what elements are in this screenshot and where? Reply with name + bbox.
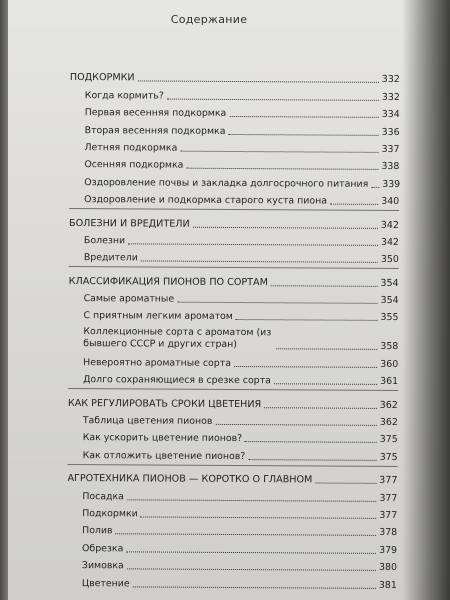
toc-entry-label: Долго сохраняющиеся в срезке сорта — [83, 374, 271, 387]
toc-page-number: 350 — [380, 254, 399, 266]
dot-leader — [141, 516, 377, 518]
toc-page-number: 358 — [380, 341, 399, 353]
toc-section-label: АГРОТЕХНИКА ПИОНОВ — КОРОТКО О ГЛАВНОМ — [67, 473, 313, 486]
toc-entry — [69, 229, 399, 248]
toc-page-number: 379 — [379, 544, 398, 556]
toc-section-label: КЛАССИФИКАЦИЯ ПИОНОВ ПО СОРТАМ — [68, 275, 268, 288]
dot-leader — [274, 384, 377, 386]
dot-leader — [133, 586, 376, 588]
toc-entry — [69, 188, 399, 207]
dot-leader — [141, 261, 378, 263]
toc-entry-label: С приятным легким ароматом — [83, 310, 233, 323]
dot-leader — [264, 407, 376, 409]
book-spine-edge — [0, 0, 8, 600]
toc-entry — [70, 83, 400, 102]
toc-entry — [69, 287, 399, 306]
toc-page-number: 362 — [379, 416, 398, 429]
toc-page-number: 354 — [380, 294, 399, 307]
toc-entry-label: Полив — [82, 525, 113, 537]
dot-leader — [180, 151, 378, 153]
toc-page-number: 354 — [380, 277, 399, 289]
toc-entry-label: Оздоровление почвы и закладка долгосрочного питания — [84, 176, 369, 190]
toc-entry-label: Коллекционные сорта с ароматом (из бывшего СССР и других стран) — [83, 326, 272, 351]
toc-section — [67, 467, 397, 486]
toc-entry-label: Осенняя подкормка — [84, 159, 184, 172]
dot-leader — [248, 459, 376, 461]
toc-page-number: 332 — [381, 74, 400, 86]
toc-entry-label: Самые ароматные — [83, 293, 175, 305]
toc-entry — [67, 502, 397, 521]
dot-leader — [276, 349, 377, 351]
toc-entry-label: Первая весенняя подкормка — [84, 107, 227, 120]
toc-entry-label: Оздоровление и подкормка старого куста пиона — [84, 194, 328, 207]
dot-leader — [215, 424, 377, 426]
toc-page-number: 340 — [381, 196, 400, 208]
page-header: Содержание — [170, 13, 248, 26]
dot-leader — [229, 116, 379, 118]
toc-entry-label: Вторая весенняя подкормка — [84, 124, 226, 137]
toc-entry-label: Невероятно ароматные сорта — [83, 356, 232, 369]
toc-entry-label: Цветение — [81, 577, 130, 589]
toc-page-number: 355 — [380, 312, 399, 324]
toc-section — [69, 211, 399, 230]
toc-section — [69, 269, 399, 288]
dot-leader — [128, 243, 378, 246]
toc-page-number: 377 — [379, 475, 398, 487]
toc-entry — [69, 153, 399, 172]
dot-leader — [228, 134, 378, 136]
toc-entry — [68, 426, 398, 445]
toc-section — [68, 391, 398, 410]
toc-entry-label: Болезни — [83, 234, 126, 247]
toc-page-number: 377 — [379, 509, 398, 521]
toc-entry-label: Таблица цветения пионов — [82, 415, 213, 427]
toc-section-label: БОЛЕЗНИ И ВРЕДИТЕЛИ — [69, 217, 190, 230]
toc-entry-label: Как отложить цветение пионов? — [82, 449, 246, 462]
dot-leader — [234, 366, 377, 368]
toc-entry — [68, 304, 398, 323]
toc-page-number: 360 — [380, 358, 399, 370]
dot-leader — [116, 534, 377, 537]
toc-entry — [68, 350, 398, 369]
toc-page-number: 375 — [379, 451, 398, 463]
dot-leader — [167, 98, 379, 100]
toc-entry — [67, 536, 397, 555]
toc-page-number: 342 — [380, 219, 400, 231]
dot-leader — [126, 551, 376, 554]
toc-entry-label: Как ускорить цветение пионов? — [82, 432, 243, 445]
dot-leader — [127, 499, 377, 502]
page-shadow — [402, 0, 450, 600]
dot-leader — [330, 204, 378, 205]
dot-leader — [236, 319, 378, 321]
toc-page-number: 378 — [379, 527, 398, 539]
toc-entry-label: Подкормки — [82, 508, 138, 520]
dot-leader — [193, 226, 378, 228]
dot-leader — [371, 187, 379, 188]
toc-entry — [69, 136, 399, 155]
dot-leader — [177, 302, 378, 304]
toc-entry — [68, 443, 398, 462]
toc-entry — [69, 246, 399, 265]
toc-entry-label: Посадка — [82, 490, 124, 502]
toc-page-number: 361 — [380, 376, 399, 388]
toc-page-number: 334 — [381, 109, 400, 121]
toc-entry — [67, 519, 397, 538]
dot-leader — [138, 81, 379, 83]
toc-entry-label: Зимовка — [81, 560, 124, 572]
toc-entry — [69, 170, 399, 189]
toc-section-label: КАК РЕГУЛИРОВАТЬ СРОКИ ЦВЕТЕНИЯ — [67, 397, 262, 410]
dot-leader — [186, 168, 378, 170]
toc-page-number: 362 — [379, 399, 398, 411]
toc-section — [70, 66, 400, 85]
toc-entry — [68, 409, 398, 428]
book-page — [8, 0, 450, 600]
dot-leader — [315, 483, 376, 484]
toc-entry — [68, 368, 398, 387]
toc-page-number: 342 — [380, 236, 399, 248]
toc-entry — [67, 554, 397, 573]
toc-page-number: 375 — [379, 434, 398, 446]
table-of-contents — [67, 66, 400, 591]
toc-page-number: 381 — [378, 579, 397, 591]
dot-leader — [271, 285, 377, 287]
toc-entry — [68, 321, 398, 352]
toc-entry-label: Вредители — [83, 252, 138, 264]
toc-page-number: 337 — [381, 143, 400, 155]
toc-entry — [70, 101, 400, 120]
dot-leader — [245, 441, 377, 443]
toc-page-number: 380 — [379, 562, 397, 574]
toc-entry — [70, 118, 400, 137]
toc-entry-label: Летняя подкормка — [84, 142, 178, 154]
dot-leader — [127, 569, 376, 572]
toc-entry-label: Когда кормить? — [84, 89, 164, 102]
toc-page-number: 332 — [381, 91, 400, 103]
toc-page-number: 338 — [381, 161, 400, 173]
toc-page-number: 339 — [382, 178, 401, 190]
toc-entry — [67, 484, 397, 503]
toc-page-number: 336 — [381, 126, 400, 138]
toc-entry — [67, 571, 397, 590]
toc-page-number: 377 — [379, 492, 398, 504]
toc-section-label: ПОДКОРМКИ — [69, 72, 135, 84]
toc-entry-label: Обрезка — [82, 542, 124, 555]
